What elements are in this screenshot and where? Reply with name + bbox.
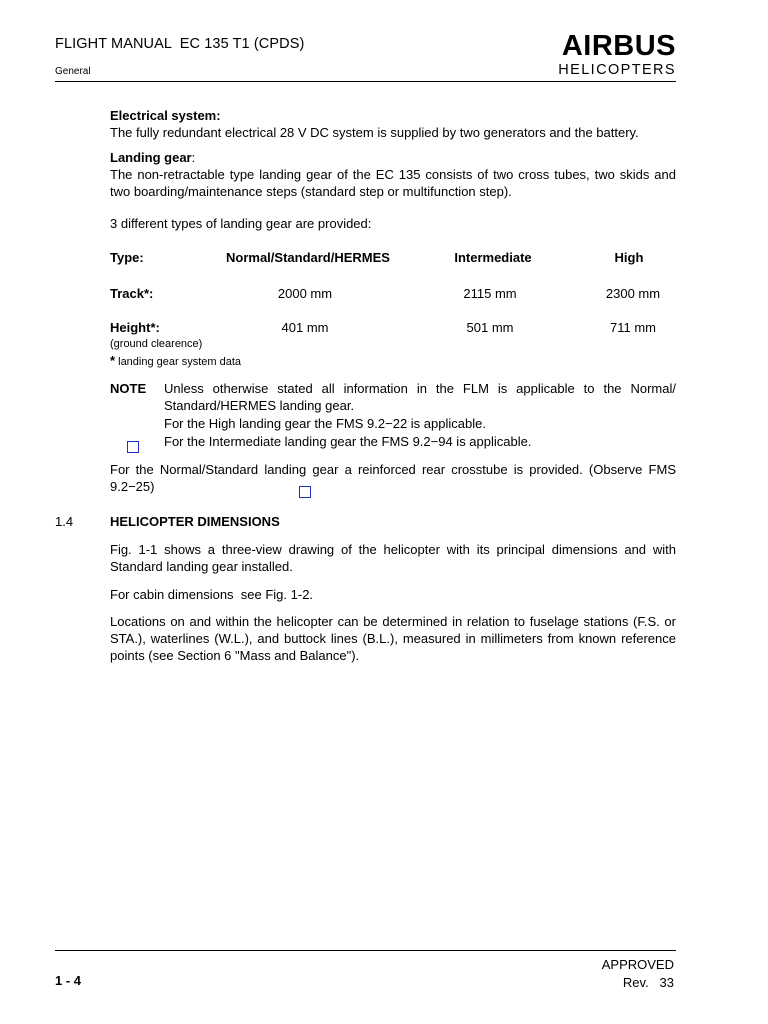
dimensions-para-3: Locations on and within the helicopter can be determined in relation to fuselage stations (F.S. or STA.), waterlines (W.L.), and buttock lines (B.L.), measured in millimeters from known reference points (see Section 6 "Mass and Balance"). (110, 614, 676, 663)
type-high: High (614, 250, 644, 265)
dimensions-para-1: Fig. 1-1 shows a three-view drawing of the helicopter with its principal dimensions and with Standard landing gear installed. (110, 542, 676, 574)
revision (560, 974, 674, 991)
note-line-3: For the Intermediate landing gear the FMS 9.2−94 is applicable. (164, 434, 532, 449)
section-number: 1.4 (55, 514, 74, 529)
track-label: Track*: (110, 286, 154, 301)
revision-label: Rev. (622, 975, 649, 990)
note-label: NOTE (110, 381, 147, 396)
table-footnote (110, 354, 241, 369)
height-normal: 401 mm (281, 320, 329, 335)
revision-number: 33 (659, 975, 674, 990)
type-intermediate: Intermediate (454, 250, 532, 265)
electrical-heading: Electrical system: (110, 108, 221, 123)
type-label: Type: (110, 250, 144, 265)
note-line-1: Unless otherwise stated all information in the FLM is applicable to the Normal/ Standard/HERMES landing gear. (164, 381, 676, 413)
manual-title: FLIGHT MANUAL EC 135 T1 (CPDS) (55, 36, 305, 52)
landing-gear-heading-line (110, 149, 676, 166)
page-number: 1 - 4 (55, 973, 82, 988)
header-rule (55, 81, 676, 82)
footer-rule (55, 950, 676, 951)
logo-subline: HELICOPTERS (558, 62, 676, 78)
height-sublabel: (ground clearence) (110, 338, 203, 350)
track-high: 2300 mm (605, 286, 661, 301)
change-bar-icon (127, 441, 139, 453)
footnote-star: * (110, 353, 116, 368)
landing-gear-colon: : (191, 150, 196, 165)
dimensions-para-2: For cabin dimensions see Fig. 1-2. (110, 587, 314, 602)
track-normal: 2000 mm (277, 286, 333, 301)
note-line-2: For the High landing gear the FMS 9.2−22 is applicable. (164, 416, 486, 431)
landing-gear-text: The non-retractable type landing gear of the EC 135 consists of two cross tubes, two skids and two boarding/maintenance steps (standard step or multifunction step). (110, 167, 676, 199)
change-bar-icon (299, 486, 311, 498)
height-high: 711 mm (610, 320, 656, 335)
section-label: General (55, 66, 91, 77)
electrical-text: The fully redundant electrical 28 V DC system is supplied by two generators and the battery. (110, 125, 639, 140)
landing-gear-heading: Landing gear (110, 150, 192, 165)
crosstube-text: For the Normal/Standard landing gear a reinforced rear crosstube is provided. (Observe FMS 9.2−25) (110, 462, 676, 494)
logo-wordmark: AIRBUS (561, 30, 676, 62)
track-intermediate: 2115 mm (463, 286, 517, 301)
landing-gear-intro: 3 different types of landing gear are provided: (110, 216, 372, 231)
approved-label: APPROVED (601, 957, 674, 972)
footnote-text: landing gear system data (115, 356, 242, 368)
type-normal: Normal/Standard/HERMES (226, 250, 390, 265)
section-heading: HELICOPTER DIMENSIONS (110, 514, 280, 529)
height-intermediate: 501 mm (466, 320, 514, 335)
height-label: Height*: (110, 320, 160, 335)
